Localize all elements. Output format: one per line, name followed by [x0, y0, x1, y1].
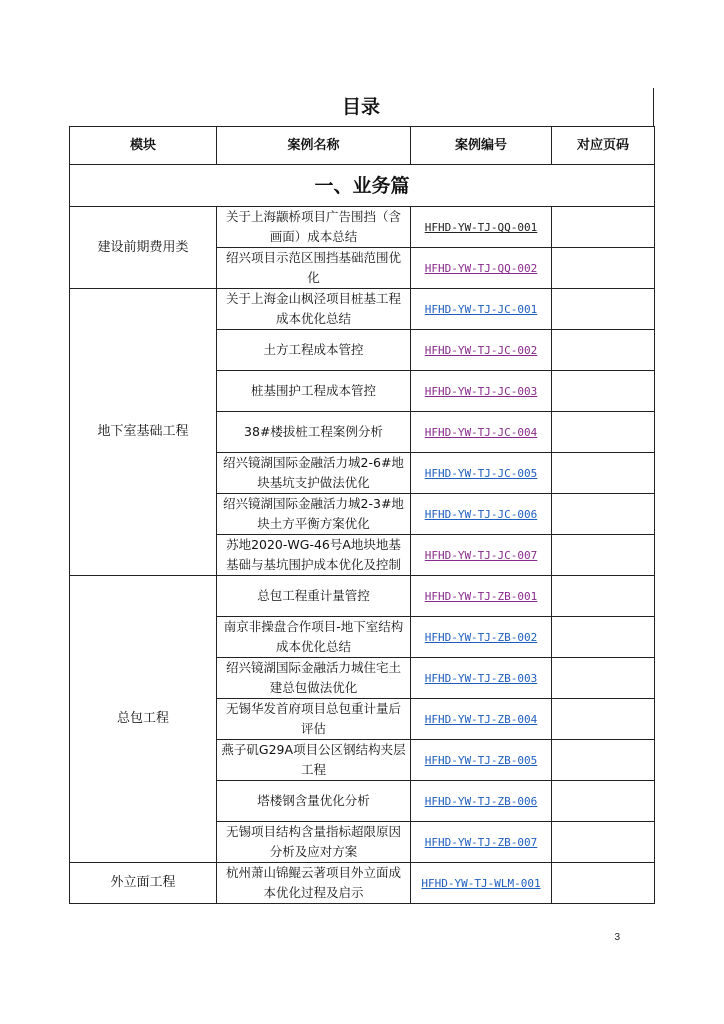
case-name-cell: 绍兴镜湖国际金融活力城2-6#地块基坑支护做法优化	[217, 453, 411, 494]
page-cell	[552, 740, 655, 781]
page-cell	[552, 207, 655, 248]
case-number-link[interactable]: HFHD-YW-TJ-ZB-006	[424, 795, 538, 808]
case-number-link[interactable]: HFHD-YW-TJ-WLM-001	[421, 877, 541, 890]
page-title: 目录	[341, 96, 380, 118]
case-name-cell: 关于上海颛桥项目广告围挡（含画面）成本总结	[217, 207, 411, 248]
case-number-link[interactable]: HFHD-YW-TJ-JC-007	[424, 549, 538, 562]
table-top-border-fragment	[653, 88, 654, 126]
case-name-cell: 燕子矶G29A项目公区钢结构夹层工程	[217, 740, 411, 781]
case-number-link[interactable]: HFHD-YW-TJ-JC-002	[424, 344, 538, 357]
page-cell	[552, 494, 655, 535]
header-page: 对应页码	[552, 127, 655, 165]
page-cell	[552, 453, 655, 494]
module-cell: 外立面工程	[70, 863, 217, 904]
case-name-cell: 杭州萧山锦鲲云著项目外立面成本优化过程及启示	[217, 863, 411, 904]
case-name-cell: 无锡项目结构含量指标超限原因分析及应对方案	[217, 822, 411, 863]
case-name-cell: 桩基围护工程成本管控	[217, 371, 411, 412]
case-name-cell: 塔楼钢含量优化分析	[217, 781, 411, 822]
case-name-cell: 土方工程成本管控	[217, 330, 411, 371]
case-number-link[interactable]: HFHD-YW-TJ-ZB-002	[424, 631, 538, 644]
case-number-link[interactable]: HFHD-YW-TJ-QQ-001	[424, 221, 538, 234]
case-number-link[interactable]: HFHD-YW-TJ-JC-001	[424, 303, 538, 316]
header-case-no: 案例编号	[411, 127, 552, 165]
page-cell	[552, 412, 655, 453]
case-name-cell: 关于上海金山枫泾项目桩基工程成本优化总结	[217, 289, 411, 330]
page-cell	[552, 289, 655, 330]
case-number-link[interactable]: HFHD-YW-TJ-ZB-001	[424, 590, 538, 603]
page-cell	[552, 863, 655, 904]
case-name-cell: 38#楼拔桩工程案例分析	[217, 412, 411, 453]
case-number-link[interactable]: HFHD-YW-TJ-ZB-003	[424, 672, 538, 685]
page-cell	[552, 781, 655, 822]
page-cell	[552, 371, 655, 412]
case-name-cell: 绍兴项目示范区围挡基础范围优化	[217, 248, 411, 289]
case-name-cell: 绍兴镜湖国际金融活力城住宅土建总包做法优化	[217, 658, 411, 699]
case-name-cell: 绍兴镜湖国际金融活力城2-3#地块土方平衡方案优化	[217, 494, 411, 535]
case-number-link[interactable]: HFHD-YW-TJ-ZB-004	[424, 713, 538, 726]
header-module: 模块	[70, 127, 217, 165]
page-cell	[552, 535, 655, 576]
case-number-link[interactable]: HFHD-YW-TJ-JC-003	[424, 385, 538, 398]
case-number-link[interactable]: HFHD-YW-TJ-JC-005	[424, 467, 538, 480]
table-row	[70, 207, 655, 248]
header-row	[70, 127, 655, 165]
case-number-link[interactable]: HFHD-YW-TJ-JC-004	[424, 426, 538, 439]
module-cell: 建设前期费用类	[70, 207, 217, 289]
toc-table	[69, 126, 655, 904]
case-name-cell: 无锡华发首府项目总包重计量后评估	[217, 699, 411, 740]
case-number-link[interactable]: HFHD-YW-TJ-JC-006	[424, 508, 538, 521]
case-number-link[interactable]: HFHD-YW-TJ-ZB-007	[424, 836, 538, 849]
section-row	[70, 165, 655, 207]
case-name-cell: 苏地2020-WG-46号A地块地基基础与基坑围护成本优化及控制	[217, 535, 411, 576]
header-case-name: 案例名称	[217, 127, 411, 165]
table-row	[70, 289, 655, 330]
page-cell	[552, 248, 655, 289]
table-row	[70, 576, 655, 617]
page-cell	[552, 822, 655, 863]
case-name-cell: 总包工程重计量管控	[217, 576, 411, 617]
case-number-link[interactable]: HFHD-YW-TJ-QQ-002	[424, 262, 538, 275]
page-cell	[552, 330, 655, 371]
case-name-cell: 南京非操盘合作项目-地下室结构成本优化总结	[217, 617, 411, 658]
module-cell: 总包工程	[70, 576, 217, 863]
table-row	[70, 863, 655, 904]
page-cell	[552, 658, 655, 699]
page-cell	[552, 576, 655, 617]
module-cell: 地下室基础工程	[70, 289, 217, 576]
page-cell	[552, 617, 655, 658]
page-cell	[552, 699, 655, 740]
section-title: 一、业务篇	[70, 165, 655, 207]
case-number-link[interactable]: HFHD-YW-TJ-ZB-005	[424, 754, 538, 767]
page-number: 3	[614, 932, 620, 943]
